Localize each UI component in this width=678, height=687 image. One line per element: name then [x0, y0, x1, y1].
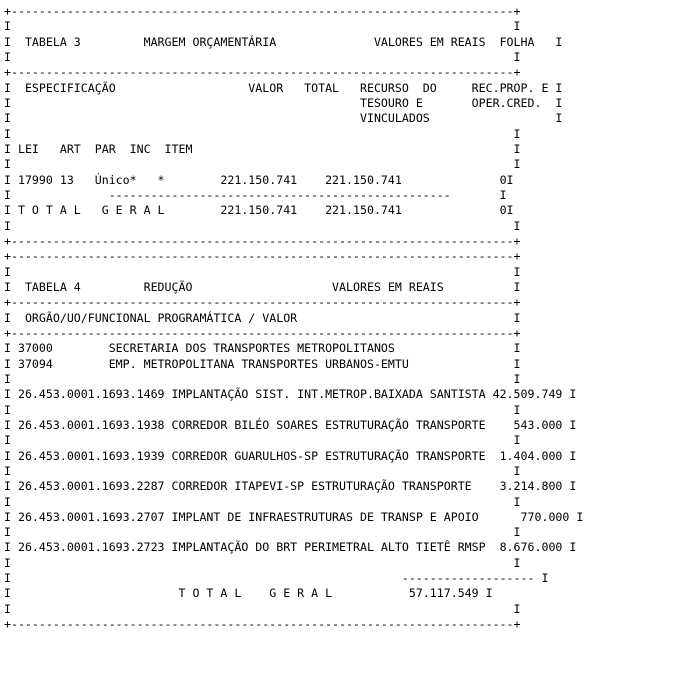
- report-line: +------------------------------------------------------------------------+: [4, 233, 521, 248]
- report-line: I TESOURO E OPER.CRED. I: [4, 95, 563, 110]
- report-line: I I: [4, 402, 521, 417]
- report-line: I I: [4, 555, 521, 570]
- report-line: I T O T A L G E R A L 57.117.549 I: [4, 586, 493, 601]
- report-line: +------------------------------------------------------------------------+: [4, 295, 521, 310]
- report-line: I ------------------------------------------------- I: [4, 187, 507, 202]
- report-line: I I: [4, 433, 521, 448]
- report-line: I I: [4, 601, 521, 616]
- report-line: I I: [4, 494, 521, 509]
- report-line: I 37000 SECRETARIA DOS TRANSPORTES METROPOLITANOS I: [4, 341, 521, 356]
- report-line: +------------------------------------------------------------------------+: [4, 325, 521, 340]
- report-line: I 26.453.0001.1693.2707 IMPLANT DE INFRAESTRUTURAS DE TRANSP E APOIO 770.000 I: [4, 509, 584, 524]
- report-line: I I: [4, 525, 521, 540]
- report-line: +------------------------------------------------------------------------+: [4, 617, 521, 632]
- report-line: I T O T A L G E R A L 221.150.741 221.150.741 0I: [4, 203, 514, 218]
- report-line: I I: [4, 218, 521, 233]
- report-text-body: [0, 4, 678, 632]
- report-line: I I: [4, 157, 521, 172]
- report-line: I TABELA 3 MARGEM ORÇAMENTÁRIA VALORES EM REAIS FOLHA I: [4, 34, 563, 49]
- report-line: I TABELA 4 REDUÇÃO VALORES EM REAIS I: [4, 279, 521, 294]
- report-line: I I: [4, 463, 521, 478]
- report-line: I 26.453.0001.1693.2723 IMPLANTAÇÃO DO BRT PERIMETRAL ALTO TIETÊ RMSP 8.676.000 I: [4, 540, 577, 555]
- report-line: I 26.453.0001.1693.2287 CORREDOR ITAPEVI-SP ESTRUTURAÇÃO TRANSPORTE 3.214.800 I: [4, 479, 577, 494]
- report-line: I VINCULADOS I: [4, 111, 563, 126]
- report-line: I LEI ART PAR INC ITEM I: [4, 141, 521, 156]
- report-line: I 17990 13 Único* * 221.150.741 221.150.741 0I: [4, 172, 514, 187]
- report-line: I I: [4, 49, 521, 64]
- report-line: I ------------------- I: [4, 571, 549, 586]
- report-line: +------------------------------------------------------------------------+: [4, 249, 521, 264]
- report-line: +------------------------------------------------------------------------+: [4, 4, 521, 18]
- report-line: I 26.453.0001.1693.1939 CORREDOR GUARULHOS-SP ESTRUTURAÇÃO TRANSPORTE 1.404.000 I: [4, 448, 577, 463]
- report-line: I ESPECIFICAÇÃO VALOR TOTAL RECURSO DO REC.PROP. E I: [4, 80, 563, 95]
- report-line: I 37094 EMP. METROPOLITANA TRANSPORTES URBANOS-EMTU I: [4, 356, 521, 371]
- report-line: I 26.453.0001.1693.1469 IMPLANTAÇÃO SIST. INT.METROP.BAIXADA SANTISTA 42.509.749 I: [4, 387, 577, 402]
- report-line: I 26.453.0001.1693.1938 CORREDOR BILÉO SOARES ESTRUTURAÇÃO TRANSPORTE 543.000 I: [4, 417, 577, 432]
- report-line: I I: [4, 264, 521, 279]
- report-line: I I: [4, 371, 521, 386]
- report-line: +------------------------------------------------------------------------+: [4, 65, 521, 80]
- report-line: I ORGÃO/UO/FUNCIONAL PROGRAMÁTICA / VALOR I: [4, 310, 521, 325]
- report-line: I I: [4, 126, 521, 141]
- report-line: I I: [4, 19, 521, 34]
